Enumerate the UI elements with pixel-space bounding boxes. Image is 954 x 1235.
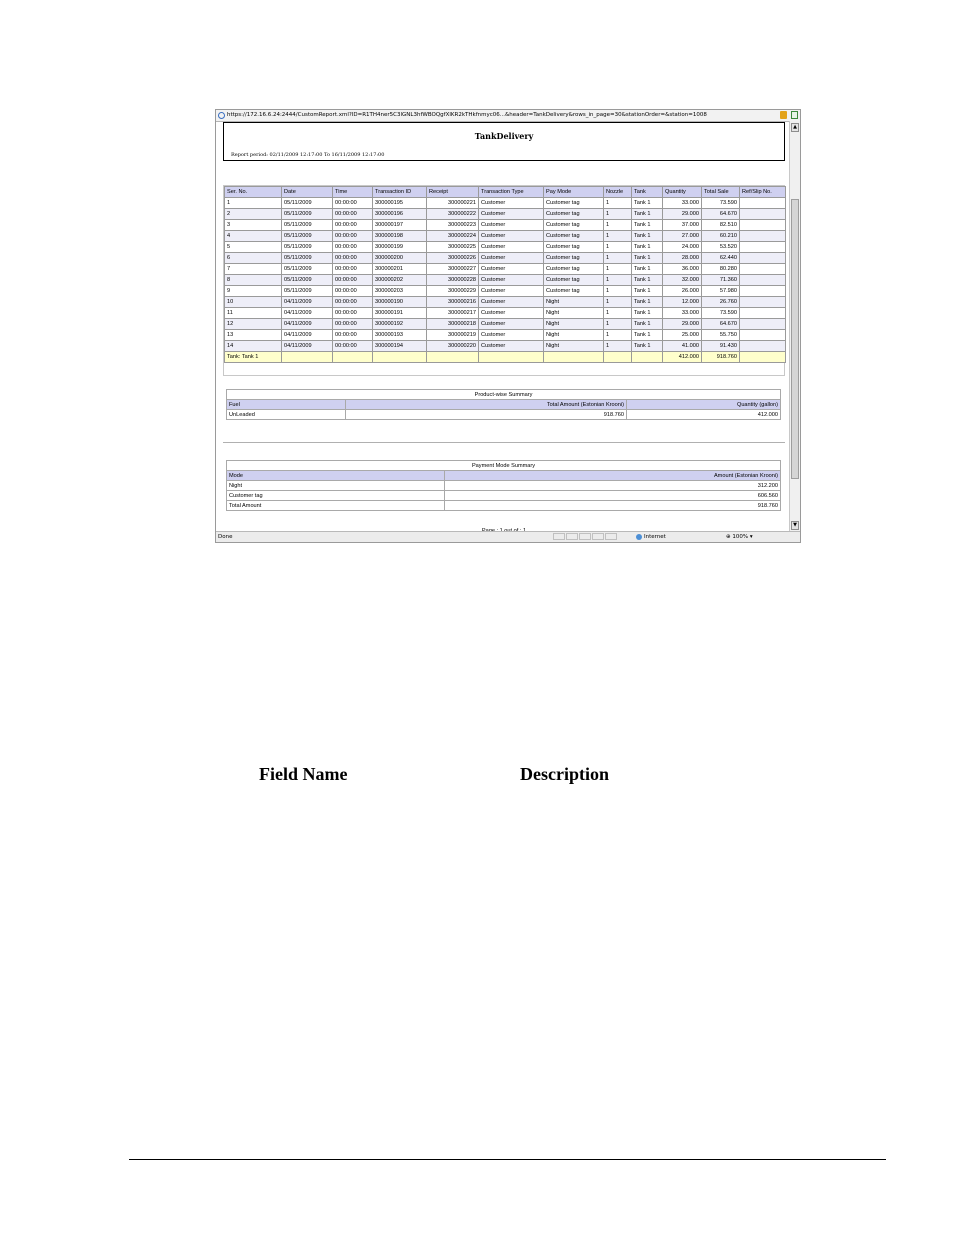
total-quantity: 412.000 (663, 352, 702, 363)
table-cell: Tank 1 (632, 209, 663, 220)
table-cell: 10 (225, 297, 282, 308)
table-cell: 82.510 (702, 220, 740, 231)
table-cell: 300000203 (373, 286, 427, 297)
table-cell: 300000195 (373, 198, 427, 209)
table-cell: 1 (604, 253, 632, 264)
table-cell: 00:00:00 (333, 242, 373, 253)
table-cell: Customer tag (544, 275, 604, 286)
table-cell: 71.360 (702, 275, 740, 286)
table-cell: Tank 1 (632, 308, 663, 319)
table-cell: 300000201 (373, 264, 427, 275)
product-summary (223, 389, 785, 420)
payment-mode: Night (227, 481, 445, 491)
payment-summary-header-amount: Amount (Estonian Krooni) (445, 471, 781, 481)
table-cell: Customer tag (544, 253, 604, 264)
table-cell: Tank 1 (632, 198, 663, 209)
table-cell (740, 242, 786, 253)
column-header: Time (333, 187, 373, 198)
table-cell: 300000197 (373, 220, 427, 231)
table-row (225, 198, 786, 209)
table-cell: Customer tag (544, 209, 604, 220)
table-cell: 00:00:00 (333, 286, 373, 297)
table-cell: 6 (225, 253, 282, 264)
table-cell: 33.000 (663, 308, 702, 319)
table-cell: 00:00:00 (333, 341, 373, 352)
table-cell: 60.210 (702, 231, 740, 242)
table-cell (740, 264, 786, 275)
table-cell: 53.520 (702, 242, 740, 253)
table-cell: 300000216 (427, 297, 479, 308)
table-cell: 300000223 (427, 220, 479, 231)
table-cell: 300000226 (427, 253, 479, 264)
table-cell: 300000198 (373, 231, 427, 242)
table-cell: Customer (479, 198, 544, 209)
lock-icon (780, 111, 787, 119)
table-cell (740, 231, 786, 242)
table-cell: 4 (225, 231, 282, 242)
product-summary-fuel: UnLeaded (227, 410, 346, 420)
table-cell: 300000190 (373, 297, 427, 308)
table-cell: 300000222 (427, 209, 479, 220)
table-cell: 04/11/2009 (282, 330, 333, 341)
payment-mode: Total Amount (227, 501, 445, 511)
table-cell: 26.000 (663, 286, 702, 297)
column-header: Transaction ID (373, 187, 427, 198)
table-cell: 64.670 (702, 319, 740, 330)
table-cell (544, 352, 604, 363)
table-cell (740, 341, 786, 352)
table-row (225, 308, 786, 319)
table-cell: 8 (225, 275, 282, 286)
table-cell: Customer tag (544, 198, 604, 209)
table-cell: Night (544, 330, 604, 341)
table-cell: Customer tag (544, 242, 604, 253)
table-cell: Customer (479, 330, 544, 341)
table-cell (740, 275, 786, 286)
table-cell: Customer (479, 297, 544, 308)
table-cell: 3 (225, 220, 282, 231)
table-cell (333, 352, 373, 363)
table-cell: 27.000 (663, 231, 702, 242)
table-cell: 9 (225, 286, 282, 297)
table-cell (479, 352, 544, 363)
table-cell: 1 (604, 275, 632, 286)
column-header: Receipt (427, 187, 479, 198)
table-cell: 00:00:00 (333, 275, 373, 286)
table-cell: 1 (604, 220, 632, 231)
description-heading: Description (520, 764, 609, 784)
table-cell (632, 352, 663, 363)
table-cell: 300000221 (427, 198, 479, 209)
payment-amount: 312.200 (445, 481, 781, 491)
table-cell: 1 (604, 319, 632, 330)
table-cell: 04/11/2009 (282, 308, 333, 319)
column-header: Ser. No. (225, 187, 282, 198)
table-cell: 00:00:00 (333, 220, 373, 231)
table-cell: Customer (479, 209, 544, 220)
table-cell: 12.000 (663, 297, 702, 308)
table-cell: Tank 1 (632, 275, 663, 286)
total-row (225, 352, 786, 363)
table-cell: 80.280 (702, 264, 740, 275)
table-cell: 1 (225, 198, 282, 209)
table-cell: 05/11/2009 (282, 275, 333, 286)
table-row (225, 341, 786, 352)
page-icon[interactable] (791, 111, 798, 119)
table-cell: 300000194 (373, 341, 427, 352)
table-cell: 00:00:00 (333, 297, 373, 308)
table-cell: Tank 1 (632, 231, 663, 242)
table-cell: 05/11/2009 (282, 198, 333, 209)
report-period: Report period: 02/11/2009 12:17:00 To 16/11/2009 12:17:00 (231, 152, 385, 158)
table-cell (740, 209, 786, 220)
table-cell: 00:00:00 (333, 253, 373, 264)
product-summary-amount: 918.760 (346, 410, 627, 420)
table-cell: 300000193 (373, 330, 427, 341)
table-cell: 04/11/2009 (282, 297, 333, 308)
table-cell: 05/11/2009 (282, 253, 333, 264)
table-cell: 1 (604, 308, 632, 319)
payment-summary-table (226, 460, 781, 511)
table-cell: Customer (479, 319, 544, 330)
report-title: TankDelivery (474, 131, 534, 141)
table-cell: 05/11/2009 (282, 209, 333, 220)
table-cell: 00:00:00 (333, 308, 373, 319)
product-summary-table (226, 389, 781, 420)
table-cell: 300000199 (373, 242, 427, 253)
table-cell: 7 (225, 264, 282, 275)
column-header: Total Sale (702, 187, 740, 198)
table-cell: Customer tag (544, 264, 604, 275)
table-cell: 55.750 (702, 330, 740, 341)
table-cell (427, 352, 479, 363)
table-cell: 04/11/2009 (282, 319, 333, 330)
column-header: Nozzle (604, 187, 632, 198)
table-cell: Customer tag (544, 231, 604, 242)
table-cell: Customer tag (544, 286, 604, 297)
table-cell: 300000202 (373, 275, 427, 286)
product-summary-caption: Product-wise Summary (227, 390, 781, 400)
table-row (225, 297, 786, 308)
table-cell: 33.000 (663, 198, 702, 209)
table-cell: Customer tag (544, 220, 604, 231)
address-bar[interactable] (216, 110, 800, 122)
table-cell: Tank 1 (632, 297, 663, 308)
table-cell: 25.000 (663, 330, 702, 341)
ie-icon (218, 112, 225, 119)
status-panels (553, 533, 618, 543)
table-cell: 73.590 (702, 198, 740, 209)
payment-amount: 918.760 (445, 501, 781, 511)
table-row (225, 220, 786, 231)
table-cell: 5 (225, 242, 282, 253)
table-cell: 11 (225, 308, 282, 319)
table-cell (740, 220, 786, 231)
table-cell (604, 352, 632, 363)
globe-icon (636, 534, 642, 540)
payment-summary (223, 460, 785, 511)
table-cell (282, 352, 333, 363)
column-header: Ref/Slip No. (740, 187, 786, 198)
table-cell: 00:00:00 (333, 231, 373, 242)
column-header: Tank (632, 187, 663, 198)
table-cell: 300000219 (427, 330, 479, 341)
column-header: Pay Mode (544, 187, 604, 198)
table-row (225, 231, 786, 242)
table-cell: 57.980 (702, 286, 740, 297)
table-cell: 24.000 (663, 242, 702, 253)
table-cell: 1 (604, 231, 632, 242)
table-cell: 300000220 (427, 341, 479, 352)
payment-summary-caption: Payment Mode Summary (227, 461, 781, 471)
table-cell: Customer (479, 253, 544, 264)
table-cell: 1 (604, 297, 632, 308)
section-divider (223, 442, 785, 443)
table-cell: 29.000 (663, 319, 702, 330)
delivery-table (224, 186, 786, 363)
product-summary-header-quantity: Quantity (gallon) (627, 400, 781, 410)
table-cell (740, 286, 786, 297)
status-bar (216, 531, 800, 542)
table-cell: 1 (604, 341, 632, 352)
table-cell: 13 (225, 330, 282, 341)
table-cell: Customer (479, 286, 544, 297)
table-cell: 05/11/2009 (282, 220, 333, 231)
table-row (225, 242, 786, 253)
table-cell: Tank 1 (632, 341, 663, 352)
table-cell: 300000224 (427, 231, 479, 242)
table-cell: 1 (604, 286, 632, 297)
table-cell: Customer (479, 242, 544, 253)
table-cell: 73.590 (702, 308, 740, 319)
table-cell: 32.000 (663, 275, 702, 286)
table-cell: Night (544, 341, 604, 352)
table-row (225, 209, 786, 220)
column-header: Quantity (663, 187, 702, 198)
table-cell: Tank 1 (632, 286, 663, 297)
table-cell: 1 (604, 209, 632, 220)
table-cell: 00:00:00 (333, 198, 373, 209)
scroll-up-button[interactable]: ▲ (791, 123, 799, 132)
table-cell: 36.000 (663, 264, 702, 275)
table-cell: 00:00:00 (333, 209, 373, 220)
table-cell: Tank 1 (632, 242, 663, 253)
table-cell: Tank 1 (632, 264, 663, 275)
table-cell: Customer (479, 231, 544, 242)
table-row (225, 275, 786, 286)
table-cell (740, 297, 786, 308)
table-cell: 05/11/2009 (282, 264, 333, 275)
table-cell: 37.000 (663, 220, 702, 231)
table-cell: 00:00:00 (333, 319, 373, 330)
delivery-table-header (225, 187, 786, 198)
table-cell: 05/11/2009 (282, 231, 333, 242)
table-cell: Night (544, 308, 604, 319)
table-cell: 1 (604, 264, 632, 275)
table-cell: 00:00:00 (333, 330, 373, 341)
column-header: Transaction Type (479, 187, 544, 198)
table-cell (373, 352, 427, 363)
table-cell (740, 253, 786, 264)
vertical-scrollbar[interactable] (789, 121, 800, 532)
table-cell: Tank 1 (632, 253, 663, 264)
product-summary-quantity: 412.000 (627, 410, 781, 420)
product-summary-header-fuel: Fuel (227, 400, 346, 410)
table-cell: 12 (225, 319, 282, 330)
table-row (225, 286, 786, 297)
table-cell: 05/11/2009 (282, 242, 333, 253)
table-cell (740, 198, 786, 209)
table-cell: 62.440 (702, 253, 740, 264)
scroll-down-button[interactable]: ▼ (791, 521, 799, 530)
table-cell: Night (544, 297, 604, 308)
table-cell: 64.670 (702, 209, 740, 220)
table-cell: 300000192 (373, 319, 427, 330)
payment-amount: 606.560 (445, 491, 781, 501)
table-row (225, 264, 786, 275)
field-name-heading: Field Name (259, 764, 348, 784)
table-cell (740, 308, 786, 319)
table-row (225, 330, 786, 341)
table-cell: 1 (604, 330, 632, 341)
table-row (225, 319, 786, 330)
table-cell: 300000229 (427, 286, 479, 297)
table-cell: 04/11/2009 (282, 341, 333, 352)
table-cell: Customer (479, 220, 544, 231)
table-cell: Customer (479, 341, 544, 352)
scroll-thumb[interactable] (791, 199, 799, 479)
table-cell: Tank 1 (632, 319, 663, 330)
browser-screenshot (215, 109, 801, 543)
table-cell: Night (544, 319, 604, 330)
table-cell: 26.760 (702, 297, 740, 308)
security-zone: Internet (636, 532, 666, 542)
status-text: Done (218, 534, 233, 540)
total-sale: 918.760 (702, 352, 740, 363)
table-cell: 14 (225, 341, 282, 352)
table-cell: 300000218 (427, 319, 479, 330)
product-summary-header-amount: Total Amount (Estonian Krooni) (346, 400, 627, 410)
table-cell: 300000196 (373, 209, 427, 220)
payment-mode: Customer tag (227, 491, 445, 501)
table-cell: 00:00:00 (333, 264, 373, 275)
table-cell: 2 (225, 209, 282, 220)
payment-summary-header-mode: Mode (227, 471, 445, 481)
table-cell: Tank 1 (632, 220, 663, 231)
table-cell: 300000225 (427, 242, 479, 253)
report-header (223, 122, 785, 161)
table-cell (740, 352, 786, 363)
table-cell (740, 319, 786, 330)
table-cell: 1 (604, 198, 632, 209)
table-cell: 300000227 (427, 264, 479, 275)
table-cell: 29.000 (663, 209, 702, 220)
footer-rule (129, 1159, 886, 1160)
column-header: Date (282, 187, 333, 198)
table-cell: Customer (479, 308, 544, 319)
table-cell: 91.430 (702, 341, 740, 352)
table-cell: Tank 1 (632, 330, 663, 341)
table-cell: 300000217 (427, 308, 479, 319)
total-label: Tank: Tank 1 (225, 352, 282, 363)
table-row (225, 253, 786, 264)
table-cell: 300000200 (373, 253, 427, 264)
table-cell: 05/11/2009 (282, 286, 333, 297)
table-cell: 28.000 (663, 253, 702, 264)
address-url[interactable]: https://172.16.6.24:2444/CustomReport.xml?ID=R1TH4ner5C3lGNL3hfWBOQgfXlKR2kTHkfnmyc06...&header=TankDelivery&rows_in_page=30&stationOrder=&station=1008 (227, 112, 707, 118)
table-cell: Customer (479, 275, 544, 286)
delivery-table-frame (223, 185, 785, 376)
table-cell: 300000228 (427, 275, 479, 286)
table-cell: 41.000 (663, 341, 702, 352)
table-cell: Customer (479, 264, 544, 275)
table-cell: 1 (604, 242, 632, 253)
table-cell: 300000191 (373, 308, 427, 319)
zoom-control[interactable]: ⊕ 100% ▾ (726, 534, 753, 540)
table-cell (740, 330, 786, 341)
